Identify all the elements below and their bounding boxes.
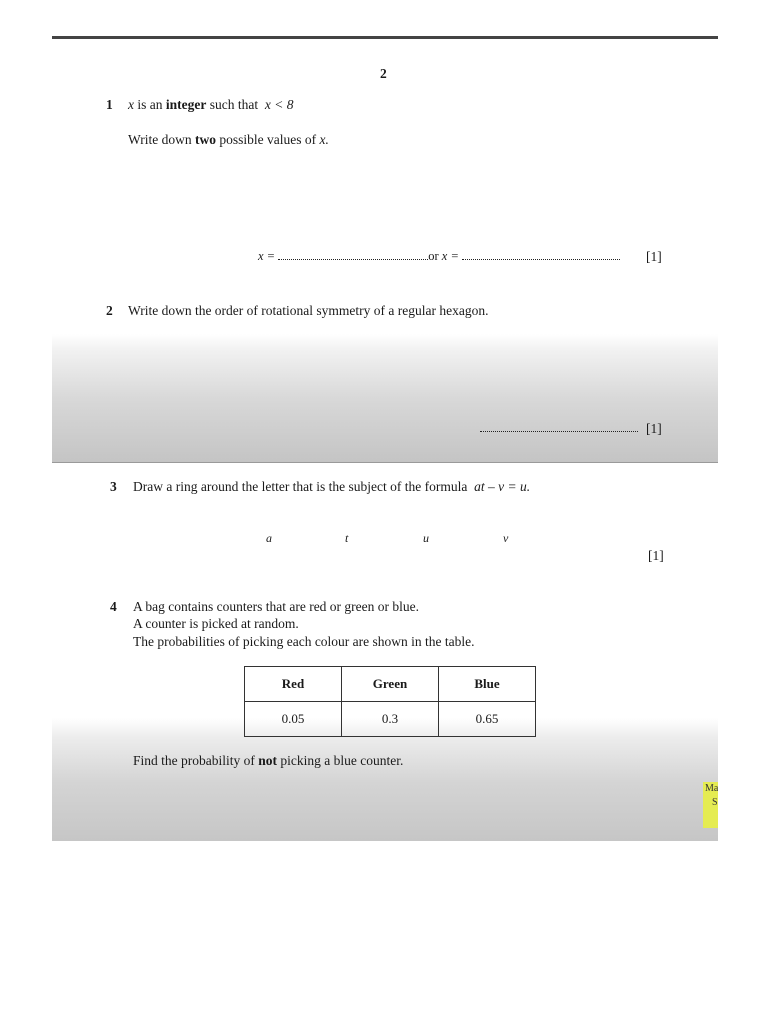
q1-line2-b: possible values of [215,132,320,147]
q4-find-a: Find the probability of [133,753,259,768]
q1-stem-var: x [128,97,134,112]
q1-answer-field-2[interactable] [462,249,620,260]
q1-number: 1 [106,97,113,112]
q4-number: 4 [110,599,117,614]
tag-line-2: S [712,797,718,808]
page-panel-lower [52,463,718,841]
q3-option-u[interactable]: u [423,531,429,545]
q2-marks: [1] [646,421,662,436]
q3-marks: [1] [648,548,664,563]
table-header-green: Green [342,667,439,702]
q3-option-t[interactable]: t [345,531,349,545]
q1-stem [128,97,293,113]
table-header-row [245,667,536,702]
table-value-blue: 0.65 [439,702,536,737]
q2-text: Write down the order of rotational symmetry of a regular hexagon. [128,303,489,318]
highlight-tag [703,782,718,828]
q1-answer-label-2: x = [441,249,459,263]
q1-stem-text-b: such that [206,97,262,112]
q3-option-v[interactable]: v [503,531,509,545]
q2-number: 2 [106,303,113,318]
q1-line2-bold: two [194,132,216,147]
table-value-green: 0.3 [342,702,439,737]
q1-stem-bold: integer [165,97,207,112]
q3-number: 3 [110,479,117,494]
q2-answer-field[interactable] [480,421,638,432]
q1-marks: [1] [646,249,662,264]
q4-line3: The probabilities of picking each colour are shown in the table. [133,634,475,649]
tag-line-1: Ma [705,783,718,794]
q4-line1: A bag contains counters that are red or green or blue. [133,599,420,614]
q3-text [133,479,530,495]
q1-answer-label-1: x = [258,249,276,263]
q1-answer-or: or [428,249,442,263]
probability-table [244,666,536,737]
q1-answer-field-1[interactable] [278,249,428,260]
table-value-row [245,702,536,737]
table-value-red: 0.05 [245,702,342,737]
q1-condition: x < 8 [264,97,294,112]
q4-find-b: picking a blue counter. [277,753,404,768]
table-header-blue: Blue [439,667,536,702]
q3-text-main: Draw a ring around the letter that is the subject of the formula [133,479,468,494]
q1-instruction [128,132,329,148]
q1-line2-a: Write down [128,132,195,147]
q4-find-bold: not [258,753,278,768]
q2-answer-row [480,420,638,436]
q1-line2-var: x. [319,132,329,147]
q4-find [133,753,403,769]
q3-formula: at – v = u. [474,479,531,494]
q3-option-a[interactable]: a [266,531,272,545]
q1-stem-text-a: is an [134,97,166,112]
page-number: 2 [380,66,387,81]
table-header-red: Red [245,667,342,702]
q4-line2: A counter is picked at random. [133,616,299,631]
q1-answer-row [258,249,620,264]
